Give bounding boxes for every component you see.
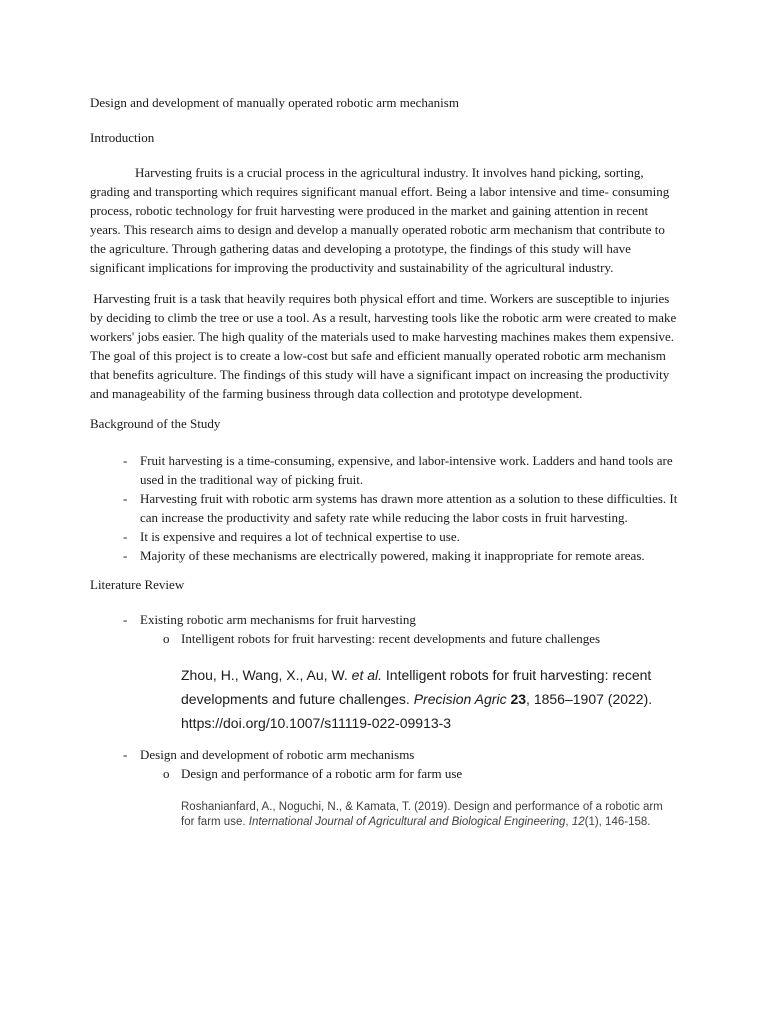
citation-journal: International Journal of Agricultural and Biological Engineering [248, 816, 566, 828]
list-item-text: Existing robotic arm mechanisms for fruit harvesting [140, 612, 416, 627]
citation-separator: , [565, 816, 572, 828]
citation-pages-doi: , 1856–1907 (2022). https://doi.org/10.1007/s11119-022-09913-3 [181, 691, 657, 731]
dash-bullet: - [123, 548, 128, 563]
citation-volume: 12 [571, 816, 585, 828]
citation-volume: 23 [510, 691, 527, 707]
list-item [123, 546, 678, 565]
list-item [123, 489, 681, 527]
dash-bullet: - [123, 747, 128, 762]
list-item-text: It is expensive and requires a lot of technical expertise to use. [140, 529, 460, 544]
sub-list-item [163, 629, 678, 648]
list-item-text: Design and development of robotic arm mechanisms [140, 747, 415, 762]
sub-list-item [163, 764, 678, 783]
list-item [123, 451, 678, 489]
citation-zhou-2022 [181, 663, 678, 735]
list-item [123, 610, 678, 629]
citation-roshanianfard-2019 [181, 800, 678, 830]
introduction-paragraph-2: Harvesting fruit is a task that heavily requires both physical effort and time. Workers are susceptible to injuries by deciding to climb the tree or use a tool. As a result, harvesting tools like the robotic arm were created to make workers' jobs easier. The high quality of the materials used to make harvesting machines makes them expensive. The goal of this project is to create a low-cost but safe and efficient manually operated robotic arm mechanism that benefits agriculture. The findings of this study will have a significant impact on increasing the productivity and manageability of the farming business through data collection and prototype development. [90, 291, 680, 401]
dash-bullet: - [123, 453, 128, 468]
citation-title: Intelligent robots for fruit harvesting: recent developments and future challenges. [181, 667, 656, 707]
list-item [123, 745, 678, 764]
citation-issue-pages: (1), 146-158. [584, 816, 651, 828]
document-title: Design and development of manually operated robotic arm mechanism [90, 95, 459, 110]
dash-bullet: - [123, 529, 128, 544]
circle-bullet: o [163, 631, 170, 646]
heading-introduction: Introduction [90, 130, 155, 145]
dash-bullet: - [123, 491, 128, 506]
list-item-text: Harvesting fruit with robotic arm systems has drawn more attention as a solution to these difficulties. It can increase the productivity and safety rate while reducing the labor costs in fruit harvesting. [140, 491, 681, 525]
sub-list-item-text: Design and performance of a robotic arm for farm use [181, 766, 463, 781]
introduction-paragraph-1: Harvesting fruits is a crucial process in the agricultural industry. It involves hand picking, sorting, grading and transporting which requires significant manual effort. Being a labor intensive and time- consuming process, robotic technology for fruit harvesting were produced in the market and gaining attention in recent years. This research aims to design and develop a manually operated robotic arm mechanism that contribute to the agriculture. Through gathering datas and developing a prototype, the findings of this study will have significant implications for improving the productivity and sustainability of the agricultural industry. [90, 165, 673, 275]
sub-list-item-text: Intelligent robots for fruit harvesting: recent developments and future challenges [181, 631, 601, 646]
background-bullet-list [90, 451, 681, 565]
dash-bullet: - [123, 612, 128, 627]
heading-background: Background of the Study [90, 416, 221, 431]
document-content [90, 93, 681, 830]
citation-authors: Zhou, H., Wang, X., Au, W. [181, 667, 352, 683]
citation-authors-title: Roshanianfard, A., Noguchi, N., & Kamata, T. (2019). Design and performance of a robotic arm for farm use. [181, 801, 666, 828]
citation-etal: et al. [351, 667, 383, 683]
list-item-text: Majority of these mechanisms are electrically powered, making it inappropriate for remote areas. [140, 548, 645, 563]
list-item [123, 527, 678, 546]
citation-journal: Precision Agric [413, 691, 511, 707]
heading-literature-review: Literature Review [90, 577, 185, 592]
circle-bullet: o [163, 766, 170, 781]
list-item-text: Fruit harvesting is a time-consuming, expensive, and labor-intensive work. Ladders and hand tools are used in the traditional way of picking fruit. [140, 453, 676, 487]
